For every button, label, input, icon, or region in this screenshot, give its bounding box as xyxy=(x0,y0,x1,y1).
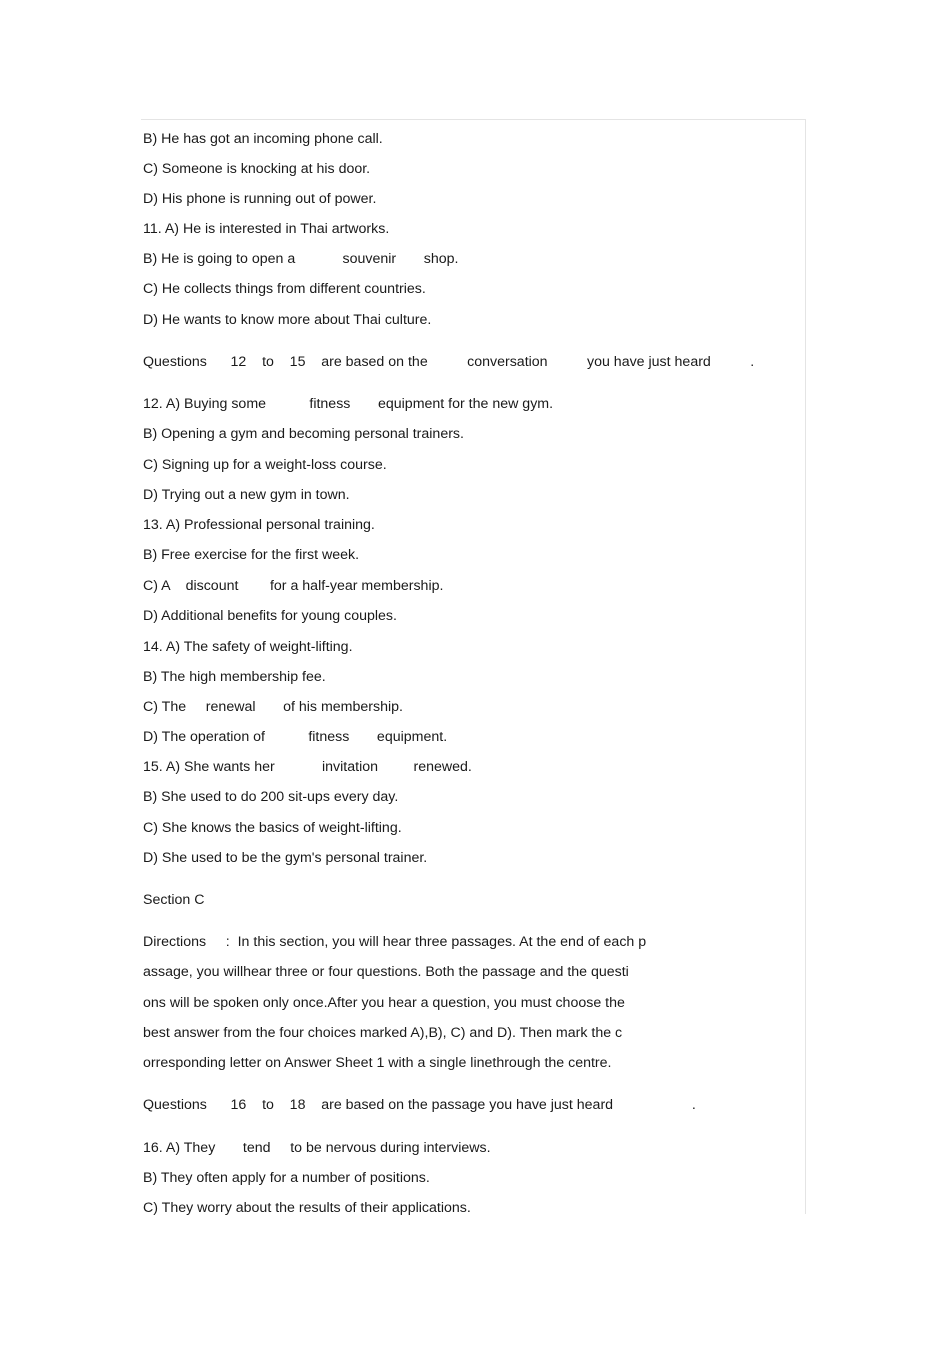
question-14-option-a: 14. A) The safety of weight-lifting. xyxy=(143,639,353,655)
question-11-option-a: 11. A) He is interested in Thai artworks. xyxy=(143,221,390,237)
option-10c: C) Someone is knocking at his door. xyxy=(143,161,371,177)
option-14b: B) The high membership fee. xyxy=(143,669,326,685)
option-12b: B) Opening a gym and becoming personal trainers. xyxy=(143,426,464,442)
option-14c: C) The renewal of his membership. xyxy=(143,699,403,715)
option-15c: C) She knows the basics of weight-lifting. xyxy=(143,820,402,836)
option-15d: D) She used to be the gym's personal trainer. xyxy=(143,850,428,866)
directions-line-5: orresponding letter on Answer Sheet 1 with a single linethrough the centre. xyxy=(143,1055,612,1071)
question-13-option-a: 13. A) Professional personal training. xyxy=(143,517,375,533)
option-14d: D) The operation of fitness equipment. xyxy=(143,729,448,745)
option-11d: D) He wants to know more about Thai culture. xyxy=(143,312,432,328)
option-13d: D) Additional benefits for young couples. xyxy=(143,608,397,624)
option-13c: C) A discount for a half-year membership. xyxy=(143,578,444,594)
questions-16-18-heading: Questions 16 to 18 are based on the passage you have just heard . xyxy=(143,1097,696,1113)
option-10b: B) He has got an incoming phone call. xyxy=(143,131,383,147)
directions-line-4: best answer from the four choices marked A),B), C) and D). Then mark the c xyxy=(143,1025,623,1041)
option-13b: B) Free exercise for the first week. xyxy=(143,547,360,563)
section-c-heading: Section C xyxy=(143,892,205,908)
option-11b: B) He is going to open a souvenir shop. xyxy=(143,251,459,267)
directions-line-2: assage, you willhear three or four questions. Both the passage and the questi xyxy=(143,964,629,980)
option-15b: B) She used to do 200 sit-ups every day. xyxy=(143,789,399,805)
questions-12-15-heading: Questions 12 to 15 are based on the conversation you have just heard . xyxy=(143,354,755,370)
question-16-option-a: 16. A) They tend to be nervous during interviews. xyxy=(143,1140,491,1156)
option-11c: C) He collects things from different countries. xyxy=(143,281,426,297)
option-16b: B) They often apply for a number of positions. xyxy=(143,1170,430,1186)
option-16c: C) They worry about the results of their applications. xyxy=(143,1200,471,1216)
directions-line-3: ons will be spoken only once.After you hear a question, you must choose the xyxy=(143,995,625,1011)
option-12d: D) Trying out a new gym in town. xyxy=(143,487,350,503)
question-15-option-a: 15. A) She wants her invitation renewed. xyxy=(143,759,472,775)
option-12c: C) Signing up for a weight-loss course. xyxy=(143,457,387,473)
question-12-option-a: 12. A) Buying some fitness equipment for the new gym. xyxy=(143,396,554,412)
option-10d: D) His phone is running out of power. xyxy=(143,191,377,207)
directions-line-1: Directions : In this section, you will hear three passages. At the end of each p xyxy=(143,934,647,950)
